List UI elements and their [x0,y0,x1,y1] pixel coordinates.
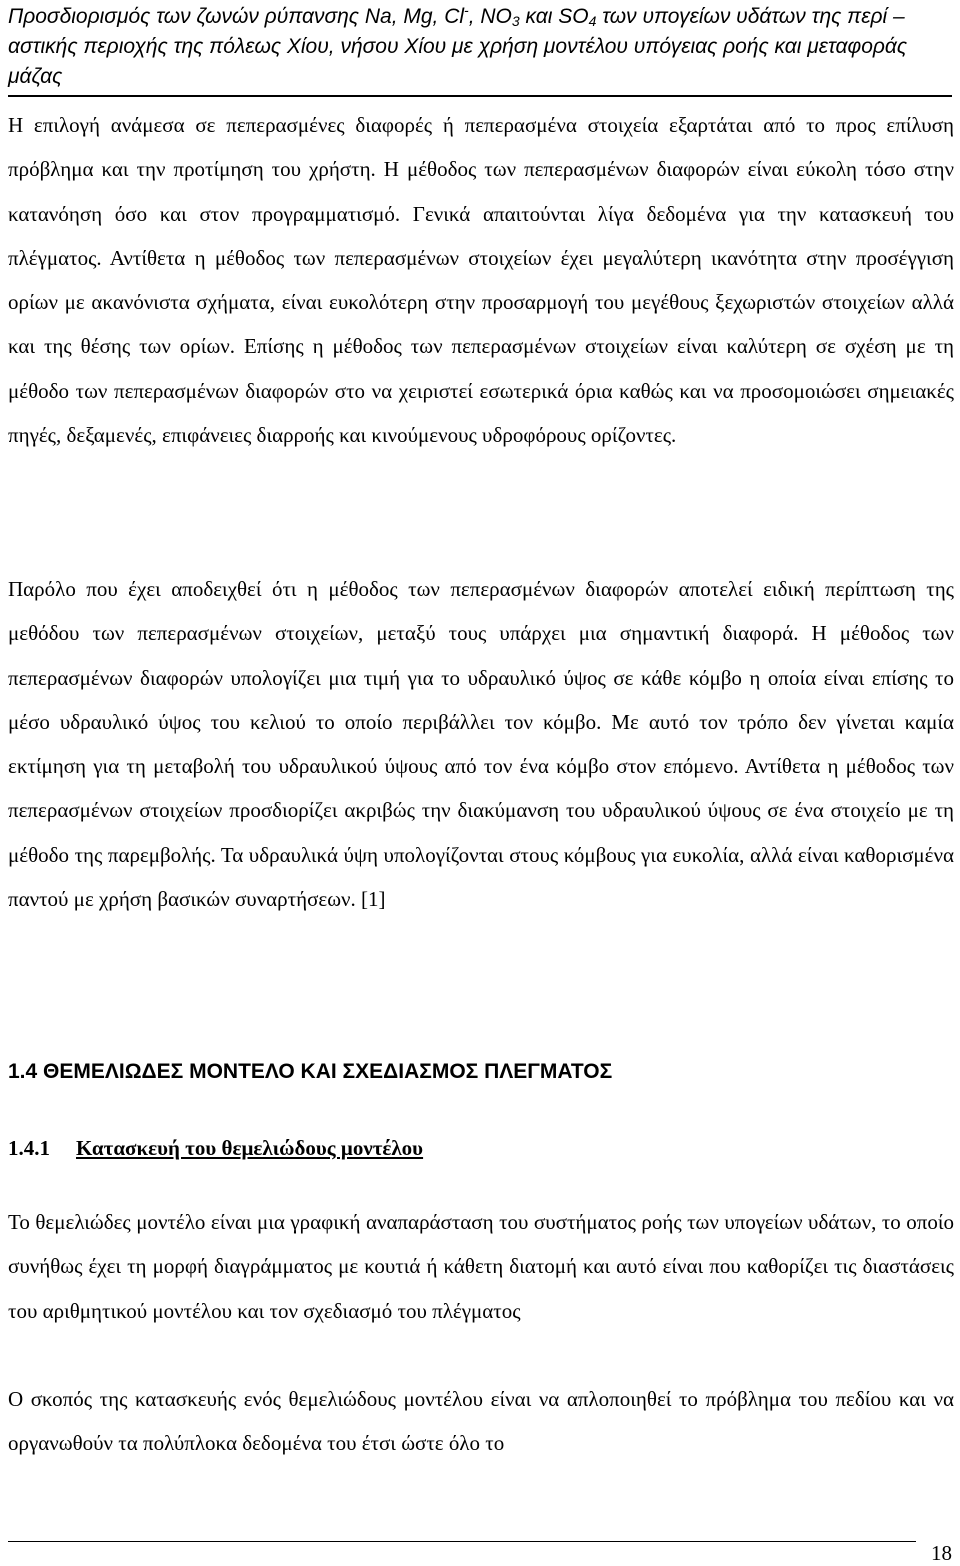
header-text-3: και SO [519,5,589,28]
running-header [8,2,952,92]
subsection-title: Κατασκευή του θεμελιώδους μοντέλου [76,1136,424,1160]
section-heading: 1.4 ΘΕΜΕΛΙΩΔΕΣ ΜΟΝΤΕΛΟ ΚΑΙ ΣΧΕΔΙΑΣΜΟΣ ΠΛΕΓΜΑΤΟΣ [8,1060,613,1083]
footer-divider [8,1541,916,1542]
page-number: 18 [931,1541,952,1565]
header-text-1: Προσδιορισμός των ζωνών ρύπανσης Na, Mg, Cl [8,5,465,28]
header-text-4: των υπογείων υδάτων της περί – αστικής περιοχής της πόλεως Χίου, νήσου Χίου με χρήση μοντέλου υπόγειας ροής και μεταφοράς μάζας [8,5,908,88]
subsection-heading [8,1133,423,1163]
paragraph-conceptual-model: Το θεμελιώδες μοντέλο είναι μια γραφική αναπαράσταση του συστήματος ροής των υπογείων υδάτων, το οποίο συνήθως έχει τη μορφή διαγράμματος με κουτιά ή κάθετη διατομή και αυτό είναι που καθορίζει τις διαστάσεις του αριθμητικού μοντέλου και τον σχεδιασμό του πλέγματος [8,1210,954,1323]
subsection-number: 1.4.1 [8,1136,50,1160]
paragraph-conceptual-purpose: Ο σκοπός της κατασκευής ενός θεμελιώδους μοντέλου είναι να απλοποιηθεί το πρόβλημα του πεδίου και να οργανωθούν τα πολύπλοκα δεδομένα του έτσι ώστε όλο το [8,1387,954,1456]
header-sub-1: 3 [511,13,520,29]
header-divider [8,95,952,97]
header-sub-2: 4 [588,13,597,29]
header-sup-1: - [464,2,469,18]
paragraph-methods-difference: Παρόλο που έχει αποδειχθεί ότι η μέθοδος των πεπερασμένων διαφορών αποτελεί ειδική περίπτωση της μεθόδου των πεπερασμένων στοιχείων, μεταξύ τους υπάρχει μια σημαντική διαφορά. Η μέθοδος των πεπερασμένων διαφορών υπολογίζει μια τιμή για το υδραυλικό ύψος σε κάθε κόμβο η οποία είναι επίσης το μέσο υδραυλικό ύψος του κελιού το οποίο περιβάλλει τον κόμβο. Με αυτό τον τρόπο δεν γίνεται καμία εκτίμηση για τη μεταβολή του υδραυλικού ύψους από τον ένα κόμβο στον επόμενο. Αντίθετα η μέθοδος των πεπερασμένων στοιχείων προσδιορίζει ακριβώς την διακύμανση του υδραυλικού ύψους σε ένα στοιχείο με τη μέθοδο της παρεμβολής. Τα υδραυλικά ύψη υπολογίζονται στους κόμβους για ευκολία, αλλά είναι καθορισμένα παντού με χρήση βασικών συναρτήσεων. [1] [8,577,954,912]
header-text-2: , NO [468,5,512,28]
paragraph-finite-methods-choice: Η επιλογή ανάμεσα σε πεπερασμένες διαφορές ή πεπερασμένα στοιχεία εξαρτάται από το προς επίλυση πρόβλημα και την προτίμηση του χρήστη. Η μέθοδος των πεπερασμένων διαφορών είναι εύκολη τόσο στην κατανόηση όσο και στον προγραμματισμό. Γενικά απαιτούνται λίγα δεδομένα για την κατασκευή του πλέγματος. Αντίθετα η μέθοδος των πεπερασμένων στοιχείων έχει μεγαλύτερη ικανότητα στην προσέγγιση ορίων με ακανόνιστα σχήματα, είναι ευκολότερη στην προσαρμογή του μεγέθους ξεχωριστών στοιχείων αλλά και της θέσης των ορίων. Επίσης η μέθοδος των πεπερασμένων στοιχείων είναι καλύτερη σε σχέση με τη μέθοδο των πεπερασμένων διαφορών στο να χειριστεί εσωτερικά όρια καθώς και να προσομοιώσει σημειακές πηγές, δεξαμενές, επιφάνειες διαρροής και κινούμενους υδροφόρους ορίζοντες. [8,113,954,448]
